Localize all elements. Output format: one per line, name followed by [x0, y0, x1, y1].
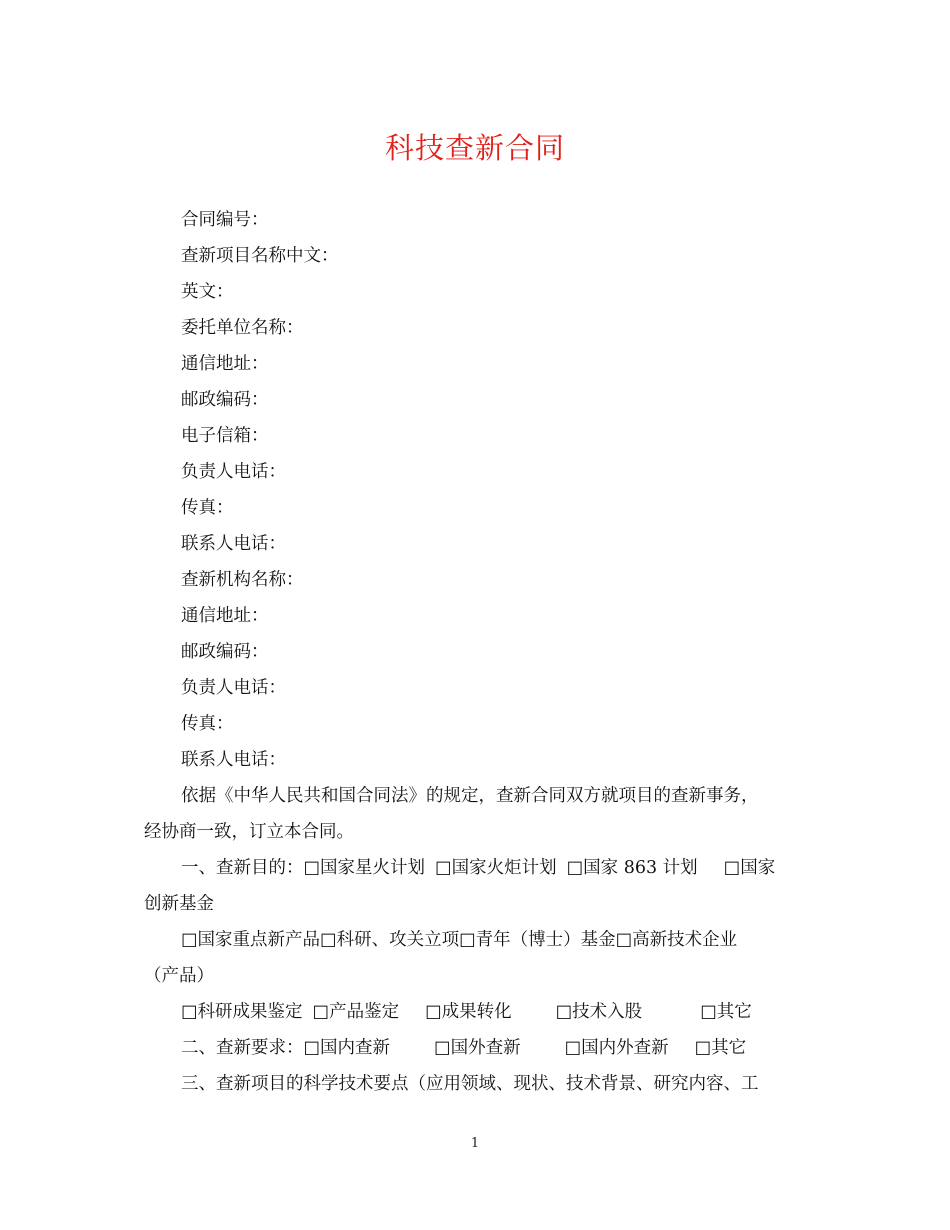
requirement-option-foreign[interactable]: □国外查新 — [434, 1038, 521, 1058]
purpose-option-other[interactable]: □其它 — [700, 1002, 752, 1022]
field-client-name: 委托单位名称： — [181, 318, 304, 338]
section3-heading: 三、查新项目的科学技术要点（应用领域、现状、技术背景、研究内容、工 — [181, 1074, 759, 1094]
purpose-line3 — [144, 994, 808, 1030]
purpose-option-achievement-appraisal[interactable]: □科研成果鉴定 — [181, 1002, 303, 1022]
requirement-option-both[interactable]: □国内外查新 — [564, 1038, 669, 1058]
purpose-label: 一、查新目的： — [181, 858, 304, 878]
purpose-option-high-tech[interactable]: □高新技术企业 — [615, 930, 738, 950]
purpose-option-torch[interactable]: □国家火炬计划 — [435, 858, 557, 878]
requirement-label: 二、查新要求： — [181, 1038, 304, 1058]
field-client-manager-phone: 负责人电话： — [181, 462, 286, 482]
field-agency-contact-phone: 联系人电话： — [181, 750, 286, 770]
field-client-fax: 传真： — [181, 498, 234, 518]
purpose-option-transfer[interactable]: □成果转化 — [425, 1002, 512, 1022]
field-agency-fax: 传真： — [181, 714, 234, 734]
field-client-contact-phone: 联系人电话： — [181, 534, 286, 554]
field-project-name-en: 英文： — [181, 282, 234, 302]
purpose-option-product-appraisal[interactable]: □产品鉴定 — [312, 1002, 400, 1022]
field-client-address: 通信地址： — [181, 354, 269, 374]
purpose-line1-cont: 创新基金 — [144, 894, 214, 914]
requirement-option-domestic[interactable]: □国内查新 — [303, 1038, 391, 1058]
intro-paragraph-line1: 依据《中华人民共和国合同法》的规定，查新合同双方就项目的查新事务， — [181, 786, 759, 806]
document-body — [144, 202, 808, 1102]
purpose-option-youth-fund[interactable]: □青年（博士）基金 — [459, 930, 616, 950]
page-number: 1 — [470, 1136, 480, 1151]
purpose-option-innovation-fund[interactable]: □国家 — [723, 858, 776, 878]
purpose-option-tech-equity[interactable]: □技术入股 — [555, 1002, 643, 1022]
field-contract-number: 合同编号： — [181, 210, 269, 230]
document-title: 科技查新合同 — [384, 131, 565, 165]
field-agency-manager-phone: 负责人电话： — [181, 678, 286, 698]
field-project-name-cn: 查新项目名称中文： — [181, 246, 339, 266]
requirement-line — [144, 1030, 808, 1066]
purpose-line2 — [144, 922, 808, 958]
purpose-line1 — [144, 850, 808, 886]
purpose-option-research-project[interactable]: □科研、攻关立项 — [320, 930, 460, 950]
purpose-option-key-product[interactable]: □国家重点新产品 — [181, 930, 321, 950]
intro-paragraph-line2: 经协商一致，订立本合同。 — [144, 822, 354, 842]
purpose-option-spark[interactable]: □国家星火计划 — [303, 858, 426, 878]
field-agency-name: 查新机构名称： — [181, 570, 304, 590]
field-agency-address: 通信地址： — [181, 606, 269, 626]
field-client-postcode: 邮政编码： — [181, 390, 269, 410]
purpose-line2-cont: （产品） — [144, 966, 214, 986]
field-agency-postcode: 邮政编码： — [181, 642, 269, 662]
requirement-option-other[interactable]: □其它 — [694, 1038, 747, 1058]
field-client-email: 电子信箱： — [181, 426, 269, 446]
purpose-option-863[interactable]: □国家 863 计划 — [566, 858, 698, 878]
